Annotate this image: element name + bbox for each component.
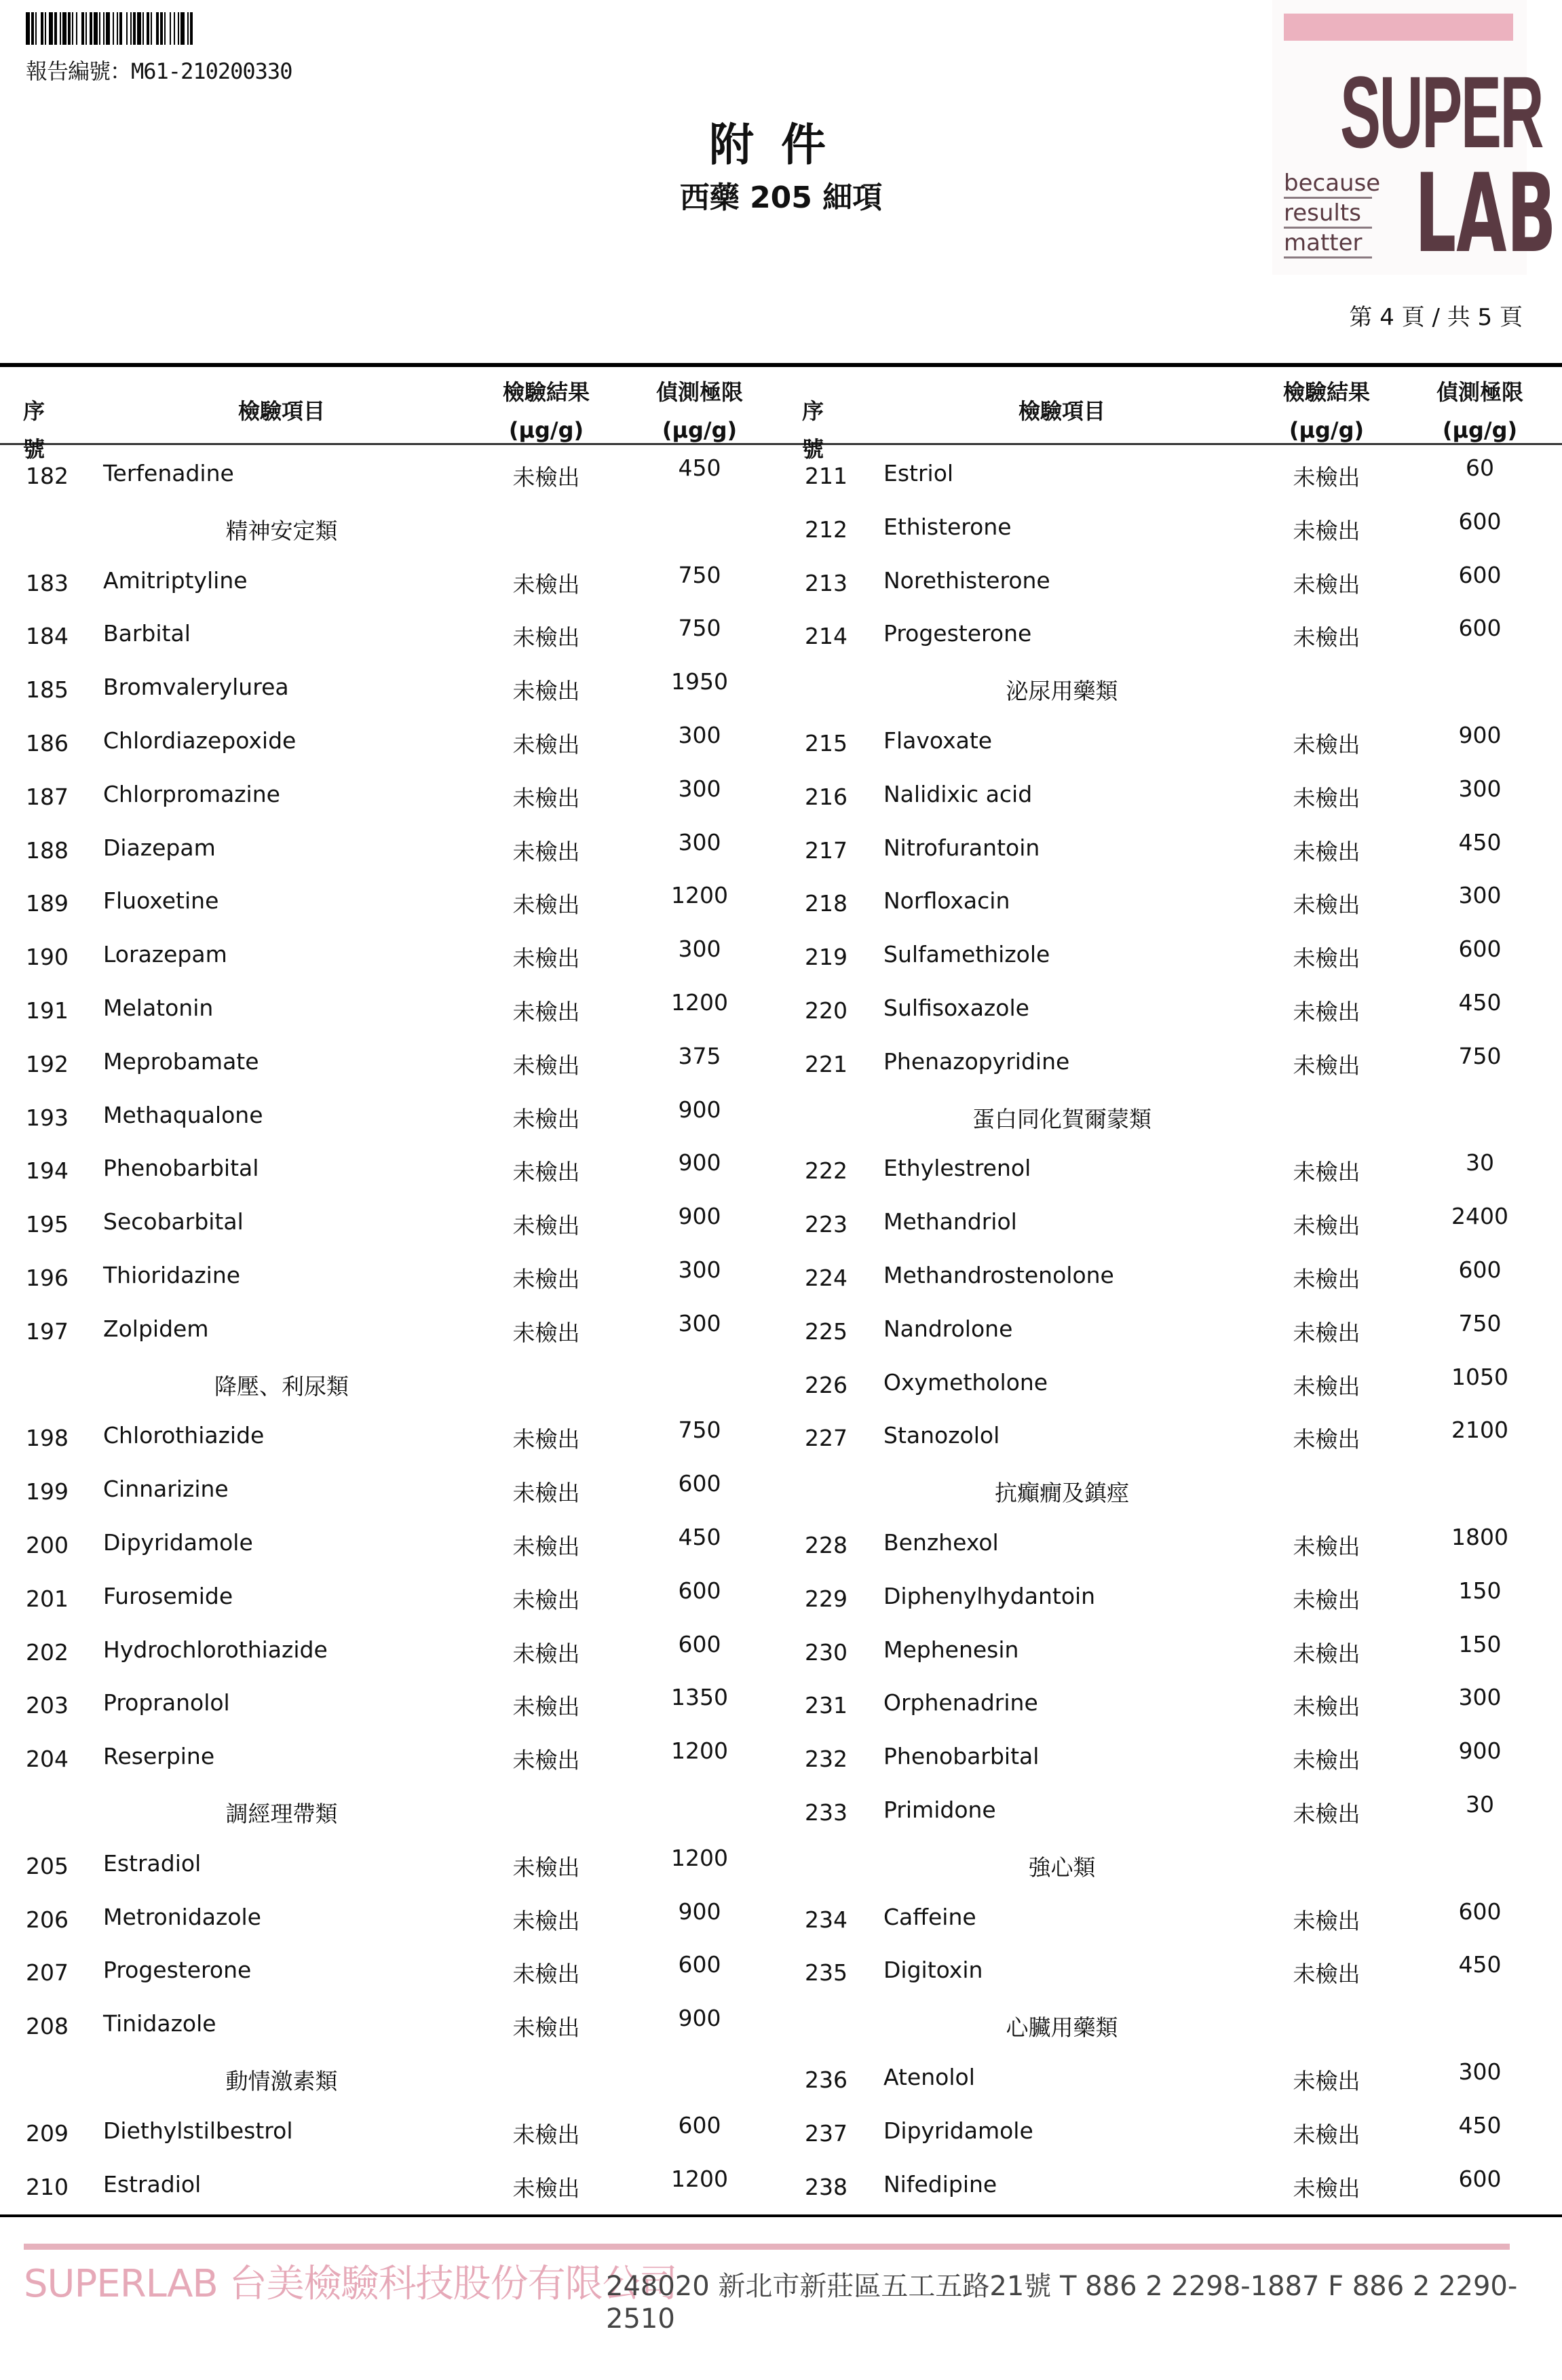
row-item-name: Amitriptyline bbox=[103, 567, 248, 594]
row-detection-limit: 600 bbox=[678, 1630, 721, 1657]
row-detection-limit: 150 bbox=[1458, 1577, 1502, 1604]
row-result: 未檢出 bbox=[512, 731, 580, 758]
category-heading: 精神安定類 bbox=[225, 517, 338, 544]
row-item-name: Diethylstilbestrol bbox=[103, 2117, 293, 2144]
row-result: 未檢出 bbox=[1293, 1801, 1360, 1827]
row-seq-number: 216 bbox=[805, 783, 847, 810]
row-detection-limit: 600 bbox=[678, 1470, 721, 1497]
row-detection-limit: 300 bbox=[678, 1256, 721, 1283]
row-detection-limit: 150 bbox=[1458, 1630, 1502, 1657]
row-result: 未檢出 bbox=[512, 464, 580, 491]
row-item-name: Atenolol bbox=[883, 2064, 975, 2090]
row-item-name: Tinidazole bbox=[103, 2010, 216, 2037]
category-heading: 泌尿用藥類 bbox=[1006, 678, 1118, 705]
row-seq-number: 215 bbox=[805, 730, 847, 756]
row-item-name: Phenazopyridine bbox=[883, 1048, 1070, 1075]
row-seq-number: 205 bbox=[26, 1852, 69, 1879]
row-item-name: Reserpine bbox=[103, 1743, 215, 1770]
category-heading: 抗癲癇及鎮痙 bbox=[995, 1480, 1129, 1507]
row-item-name: Diazepam bbox=[103, 834, 216, 861]
row-seq-number: 213 bbox=[805, 569, 847, 596]
row-result: 未檢出 bbox=[1293, 2121, 1360, 2148]
row-seq-number: 238 bbox=[805, 2173, 847, 2200]
row-detection-limit: 450 bbox=[1458, 1951, 1502, 1978]
row-detection-limit: 1050 bbox=[1451, 1363, 1508, 1390]
row-item-name: Progesterone bbox=[103, 1957, 252, 1984]
header-result-unit-left: (μg/g) bbox=[508, 417, 584, 443]
row-item-name: Lorazepam bbox=[103, 941, 227, 968]
row-seq-number: 200 bbox=[26, 1532, 69, 1558]
row-result: 未檢出 bbox=[1293, 1693, 1360, 1721]
row-result: 未檢出 bbox=[512, 891, 580, 919]
row-item-name: Dipyridamole bbox=[883, 2117, 1033, 2144]
row-seq-number: 217 bbox=[805, 837, 847, 864]
row-detection-limit: 750 bbox=[1458, 1042, 1502, 1069]
row-detection-limit: 600 bbox=[678, 2111, 721, 2138]
logo-tagline-2: results bbox=[1284, 199, 1372, 229]
row-seq-number: 201 bbox=[26, 1585, 69, 1612]
footer-address: 248020 新北市新莊區五工五路21號 T 886 2 2298-1887 F 886 2 2290-2510 bbox=[606, 2271, 1518, 2335]
row-seq-number: 189 bbox=[26, 890, 69, 917]
row-result: 未檢出 bbox=[1293, 1586, 1360, 1613]
row-item-name: Stanozolol bbox=[883, 1422, 1000, 1449]
row-seq-number: 194 bbox=[26, 1157, 69, 1185]
row-item-name: Methaqualone bbox=[103, 1101, 263, 1128]
row-detection-limit: 600 bbox=[1458, 2165, 1502, 2192]
row-detection-limit: 30 bbox=[1466, 1149, 1494, 1176]
row-seq-number: 182 bbox=[26, 463, 69, 489]
row-seq-number: 212 bbox=[805, 516, 847, 543]
row-item-name: Melatonin bbox=[103, 995, 214, 1021]
header-result-unit-right: (μg/g) bbox=[1289, 417, 1365, 443]
page-subtitle: 西藥 205 細項 bbox=[679, 180, 883, 215]
header-limit-unit-left: (μg/g) bbox=[662, 417, 738, 443]
logo-tagline-1: because bbox=[1284, 170, 1372, 199]
row-result: 未檢出 bbox=[512, 571, 580, 598]
row-detection-limit: 450 bbox=[1458, 989, 1502, 1016]
row-result: 未檢出 bbox=[512, 1533, 580, 1560]
row-detection-limit: 1350 bbox=[671, 1684, 728, 1711]
row-result: 未檢出 bbox=[512, 1693, 580, 1721]
row-seq-number: 204 bbox=[26, 1746, 69, 1773]
row-seq-number: 219 bbox=[805, 944, 847, 971]
row-detection-limit: 900 bbox=[678, 1898, 721, 1925]
row-seq-number: 206 bbox=[26, 1906, 69, 1933]
row-item-name: Ethisterone bbox=[883, 513, 1012, 540]
row-seq-number: 234 bbox=[805, 1906, 847, 1933]
row-item-name: Sulfamethizole bbox=[883, 941, 1050, 968]
logo-lab: LAB bbox=[1415, 150, 1557, 277]
row-detection-limit: 600 bbox=[678, 1577, 721, 1604]
row-seq-number: 214 bbox=[805, 623, 847, 650]
row-result: 未檢出 bbox=[512, 2014, 580, 2041]
row-seq-number: 209 bbox=[26, 2119, 69, 2147]
row-item-name: Digitoxin bbox=[883, 1957, 983, 1984]
row-result: 未檢出 bbox=[512, 1105, 580, 1132]
row-item-name: Secobarbital bbox=[103, 1208, 244, 1235]
row-seq-number: 233 bbox=[805, 1799, 847, 1826]
row-detection-limit: 600 bbox=[1458, 1898, 1502, 1925]
row-result: 未檢出 bbox=[1293, 2068, 1360, 2094]
row-result: 未檢出 bbox=[1293, 1212, 1360, 1240]
row-seq-number: 207 bbox=[26, 1959, 69, 1986]
row-detection-limit: 300 bbox=[678, 936, 721, 963]
row-result: 未檢出 bbox=[1293, 2174, 1360, 2202]
row-seq-number: 228 bbox=[805, 1532, 847, 1558]
row-detection-limit: 300 bbox=[1458, 1684, 1502, 1711]
header-item-left: 檢驗項目 bbox=[237, 398, 325, 424]
row-result: 未檢出 bbox=[1293, 1426, 1360, 1453]
header-result-right: 檢驗結果 bbox=[1282, 379, 1370, 405]
row-seq-number: 185 bbox=[26, 676, 69, 704]
row-seq-number: 203 bbox=[26, 1692, 69, 1719]
row-result: 未檢出 bbox=[1293, 1266, 1360, 1292]
row-item-name: Dipyridamole bbox=[103, 1529, 253, 1556]
row-result: 未檢出 bbox=[512, 2174, 580, 2202]
row-seq-number: 199 bbox=[26, 1478, 69, 1505]
row-detection-limit: 1200 bbox=[671, 882, 728, 909]
row-result: 未檢出 bbox=[1293, 1961, 1360, 1988]
row-detection-limit: 900 bbox=[678, 1203, 721, 1230]
row-item-name: Flavoxate bbox=[883, 727, 993, 754]
row-item-name: Nifedipine bbox=[883, 2170, 997, 2197]
row-seq-number: 202 bbox=[26, 1638, 69, 1666]
row-item-name: Thioridazine bbox=[103, 1262, 241, 1288]
row-result: 未檢出 bbox=[512, 999, 580, 1025]
row-result: 未檢出 bbox=[1293, 1052, 1360, 1079]
row-seq-number: 195 bbox=[26, 1211, 69, 1238]
row-result: 未檢出 bbox=[1293, 517, 1360, 544]
row-detection-limit: 450 bbox=[1458, 828, 1502, 856]
row-seq-number: 184 bbox=[26, 623, 69, 650]
row-detection-limit: 300 bbox=[678, 828, 721, 856]
row-detection-limit: 450 bbox=[678, 1524, 721, 1550]
header-limit-left: 偵測極限 bbox=[655, 379, 743, 405]
row-detection-limit: 900 bbox=[678, 1149, 721, 1176]
row-item-name: Sulfisoxazole bbox=[883, 995, 1029, 1021]
row-detection-limit: 450 bbox=[678, 455, 721, 481]
row-result: 未檢出 bbox=[512, 1747, 580, 1774]
row-detection-limit: 600 bbox=[678, 1951, 721, 1978]
row-detection-limit: 2100 bbox=[1451, 1417, 1508, 1444]
logo-tagline-3: matter bbox=[1284, 229, 1372, 258]
row-detection-limit: 750 bbox=[678, 1417, 721, 1444]
row-detection-limit: 300 bbox=[678, 1309, 721, 1337]
row-result: 未檢出 bbox=[512, 1052, 580, 1079]
row-seq-number: 222 bbox=[805, 1157, 847, 1185]
row-item-name: Estradiol bbox=[103, 1849, 202, 1877]
row-item-name: Nalidixic acid bbox=[883, 780, 1033, 807]
row-result: 未檢出 bbox=[1293, 999, 1360, 1025]
row-result: 未檢出 bbox=[1293, 784, 1360, 811]
row-result: 未檢出 bbox=[512, 678, 580, 705]
logo-super: SUPER bbox=[1340, 55, 1543, 169]
row-detection-limit: 1950 bbox=[671, 668, 728, 695]
row-result: 未檢出 bbox=[1293, 1640, 1360, 1667]
header-result-left: 檢驗結果 bbox=[502, 379, 590, 405]
row-item-name: Estriol bbox=[883, 460, 954, 486]
row-detection-limit: 600 bbox=[1458, 1256, 1502, 1283]
row-seq-number: 235 bbox=[805, 1959, 847, 1986]
row-seq-number: 236 bbox=[805, 2067, 847, 2093]
row-seq-number: 188 bbox=[26, 837, 69, 864]
row-result: 未檢出 bbox=[512, 784, 580, 811]
row-detection-limit: 600 bbox=[1458, 507, 1502, 535]
category-heading: 蛋白同化賀爾蒙類 bbox=[972, 1105, 1151, 1132]
row-item-name: Estradiol bbox=[103, 2170, 202, 2197]
row-seq-number: 230 bbox=[805, 1638, 847, 1666]
row-item-name: Orphenadrine bbox=[883, 1689, 1038, 1716]
header-seq-right: 序號 bbox=[801, 398, 824, 462]
row-seq-number: 232 bbox=[805, 1746, 847, 1773]
row-seq-number: 220 bbox=[805, 997, 847, 1024]
row-seq-number: 208 bbox=[26, 2013, 69, 2040]
row-result: 未檢出 bbox=[512, 1480, 580, 1507]
row-seq-number: 187 bbox=[26, 783, 69, 810]
row-result: 未檢出 bbox=[1293, 464, 1360, 491]
row-result: 未檢出 bbox=[512, 1907, 580, 1934]
row-result: 未檢出 bbox=[1293, 1373, 1360, 1400]
row-detection-limit: 900 bbox=[1458, 722, 1502, 748]
row-item-name: Progesterone bbox=[883, 620, 1032, 647]
row-detection-limit: 1200 bbox=[671, 989, 728, 1016]
row-detection-limit: 300 bbox=[1458, 882, 1502, 909]
category-heading: 動情激素類 bbox=[225, 2068, 338, 2094]
row-detection-limit: 600 bbox=[1458, 615, 1502, 642]
superlab-logo bbox=[1272, 0, 1557, 277]
row-item-name: Bromvalerylurea bbox=[103, 674, 289, 701]
row-result: 未檢出 bbox=[1293, 731, 1360, 758]
row-detection-limit: 1800 bbox=[1451, 1524, 1508, 1550]
row-detection-limit: 300 bbox=[1458, 2058, 1502, 2085]
row-item-name: Methandrostenolone bbox=[883, 1262, 1114, 1288]
row-seq-number: 226 bbox=[805, 1371, 847, 1398]
row-item-name: Oxymetholone bbox=[883, 1368, 1048, 1396]
row-detection-limit: 750 bbox=[1458, 1309, 1502, 1337]
category-heading: 心臟用藥類 bbox=[1006, 2014, 1118, 2041]
row-seq-number: 198 bbox=[26, 1425, 69, 1452]
category-heading: 降壓、利尿類 bbox=[214, 1373, 349, 1400]
row-item-name: Chlorothiazide bbox=[103, 1422, 265, 1449]
row-detection-limit: 1200 bbox=[671, 2165, 728, 2192]
row-result: 未檢出 bbox=[512, 945, 580, 972]
row-detection-limit: 900 bbox=[678, 2005, 721, 2032]
row-result: 未檢出 bbox=[1293, 571, 1360, 598]
header-limit-unit-right: (μg/g) bbox=[1442, 417, 1518, 443]
row-result: 未檢出 bbox=[1293, 891, 1360, 919]
row-detection-limit: 1200 bbox=[671, 1738, 728, 1765]
row-detection-limit: 600 bbox=[1458, 936, 1502, 963]
row-item-name: Nitrofurantoin bbox=[883, 834, 1040, 861]
header-limit-right: 偵測極限 bbox=[1436, 379, 1523, 405]
row-item-name: Benzhexol bbox=[883, 1529, 999, 1556]
header-item-right: 檢驗項目 bbox=[1018, 398, 1105, 424]
row-detection-limit: 600 bbox=[1458, 561, 1502, 588]
row-result: 未檢出 bbox=[1293, 1747, 1360, 1774]
logo-pink-bar bbox=[1284, 14, 1513, 41]
row-seq-number: 210 bbox=[26, 2173, 69, 2200]
row-item-name: Fluoxetine bbox=[103, 887, 219, 915]
row-item-name: Primidone bbox=[883, 1797, 996, 1823]
row-seq-number: 211 bbox=[805, 463, 847, 489]
page-indicator: 第 4 頁 / 共 5 頁 bbox=[1349, 304, 1523, 331]
row-seq-number: 229 bbox=[805, 1585, 847, 1612]
row-item-name: Chlorpromazine bbox=[103, 780, 280, 807]
row-item-name: Furosemide bbox=[103, 1582, 233, 1609]
row-detection-limit: 900 bbox=[678, 1096, 721, 1123]
row-seq-number: 231 bbox=[805, 1692, 847, 1719]
row-item-name: Phenobarbital bbox=[883, 1743, 1040, 1770]
table-top-rule bbox=[0, 363, 1562, 367]
row-detection-limit: 900 bbox=[1458, 1738, 1502, 1765]
row-seq-number: 225 bbox=[805, 1318, 847, 1345]
footer-company: SUPERLAB 台美檢驗科技股份有限公司 bbox=[24, 2262, 677, 2306]
row-item-name: Diphenylhydantoin bbox=[883, 1582, 1096, 1609]
row-item-name: Zolpidem bbox=[103, 1315, 209, 1342]
row-item-name: Meprobamate bbox=[103, 1048, 259, 1075]
row-seq-number: 192 bbox=[26, 1050, 69, 1077]
row-detection-limit: 2400 bbox=[1451, 1203, 1508, 1230]
row-item-name: Cinnarizine bbox=[103, 1476, 229, 1503]
row-item-name: Hydrochlorothiazide bbox=[103, 1636, 328, 1663]
category-heading: 調經理帶類 bbox=[225, 1801, 338, 1827]
row-seq-number: 197 bbox=[26, 1318, 69, 1345]
row-result: 未檢出 bbox=[512, 1212, 580, 1240]
row-item-name: Nandrolone bbox=[883, 1315, 1013, 1342]
row-detection-limit: 60 bbox=[1466, 455, 1494, 481]
row-result: 未檢出 bbox=[1293, 945, 1360, 972]
row-result: 未檢出 bbox=[1293, 624, 1360, 651]
header-seq-left: 序號 bbox=[22, 398, 45, 462]
row-item-name: Mephenesin bbox=[883, 1636, 1019, 1663]
barcode bbox=[26, 12, 338, 45]
row-item-name: Barbital bbox=[103, 620, 191, 647]
row-result: 未檢出 bbox=[1293, 838, 1360, 865]
row-result: 未檢出 bbox=[1293, 1319, 1360, 1346]
row-item-name: Phenobarbital bbox=[103, 1155, 259, 1182]
footer-pink-bar bbox=[24, 2244, 1510, 2250]
row-detection-limit: 300 bbox=[678, 722, 721, 748]
row-result: 未檢出 bbox=[1293, 1159, 1360, 1186]
row-result: 未檢出 bbox=[512, 838, 580, 865]
row-result: 未檢出 bbox=[1293, 1533, 1360, 1560]
row-seq-number: 237 bbox=[805, 2119, 847, 2147]
row-result: 未檢出 bbox=[512, 1586, 580, 1613]
row-result: 未檢出 bbox=[512, 1266, 580, 1292]
row-seq-number: 196 bbox=[26, 1265, 69, 1291]
row-detection-limit: 375 bbox=[678, 1042, 721, 1069]
row-detection-limit: 30 bbox=[1466, 1791, 1494, 1818]
category-heading: 強心類 bbox=[1028, 1854, 1096, 1881]
row-result: 未檢出 bbox=[512, 1319, 580, 1346]
row-item-name: Ethylestrenol bbox=[883, 1155, 1031, 1182]
row-item-name: Methandriol bbox=[883, 1208, 1017, 1235]
row-result: 未檢出 bbox=[512, 1961, 580, 1988]
row-item-name: Chlordiazepoxide bbox=[103, 727, 297, 754]
row-item-name: Terfenadine bbox=[103, 460, 234, 486]
row-result: 未檢出 bbox=[512, 1159, 580, 1186]
page-title: 附件 bbox=[709, 119, 853, 171]
row-seq-number: 227 bbox=[805, 1425, 847, 1452]
row-result: 未檢出 bbox=[512, 1426, 580, 1453]
row-seq-number: 218 bbox=[805, 890, 847, 917]
row-seq-number: 183 bbox=[26, 569, 69, 596]
row-item-name: Caffeine bbox=[883, 1903, 976, 1930]
row-seq-number: 186 bbox=[26, 730, 69, 756]
row-item-name: Norfloxacin bbox=[883, 887, 1010, 915]
row-detection-limit: 300 bbox=[678, 775, 721, 802]
row-seq-number: 221 bbox=[805, 1050, 847, 1077]
row-seq-number: 224 bbox=[805, 1265, 847, 1291]
row-detection-limit: 750 bbox=[678, 561, 721, 588]
row-seq-number: 190 bbox=[26, 944, 69, 971]
row-result: 未檢出 bbox=[512, 1640, 580, 1667]
row-detection-limit: 450 bbox=[1458, 2111, 1502, 2138]
row-seq-number: 223 bbox=[805, 1211, 847, 1238]
report-number: 報告編號：M61-210200330 bbox=[26, 58, 292, 84]
row-result: 未檢出 bbox=[512, 2121, 580, 2148]
row-item-name: Propranolol bbox=[103, 1689, 230, 1716]
row-detection-limit: 300 bbox=[1458, 775, 1502, 802]
table-bottom-rule bbox=[0, 2214, 1562, 2217]
row-result: 未檢出 bbox=[1293, 1907, 1360, 1934]
row-item-name: Metronidazole bbox=[103, 1903, 261, 1930]
row-result: 未檢出 bbox=[512, 624, 580, 651]
row-result: 未檢出 bbox=[512, 1854, 580, 1881]
row-detection-limit: 1200 bbox=[671, 1844, 728, 1871]
row-seq-number: 193 bbox=[26, 1104, 69, 1131]
row-detection-limit: 750 bbox=[678, 615, 721, 642]
row-seq-number: 191 bbox=[26, 997, 69, 1024]
row-item-name: Norethisterone bbox=[883, 567, 1050, 594]
